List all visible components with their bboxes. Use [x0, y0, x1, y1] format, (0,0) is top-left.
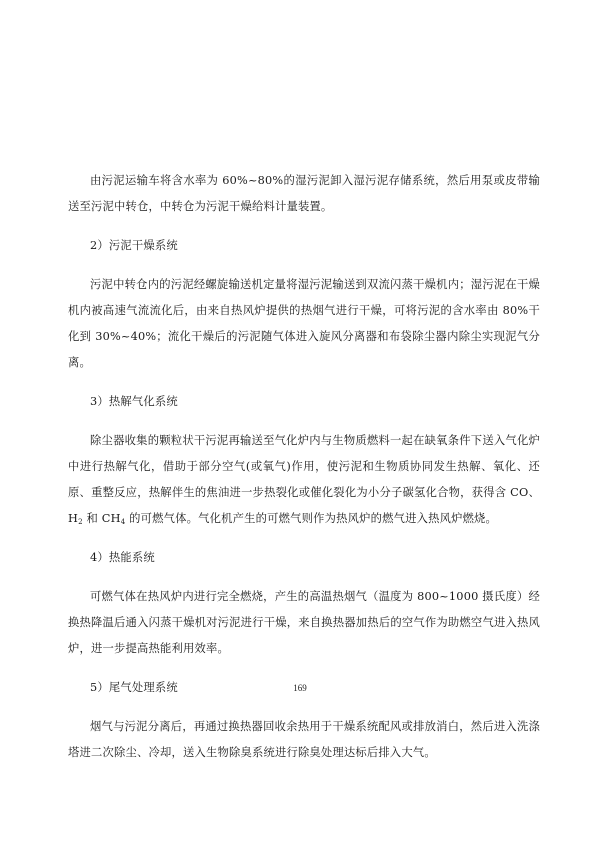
gasification-text-part-1: 除尘器收集的颗粒状干污泥再输送至气化炉内与生物质燃料一起在缺氧条件下送入气化炉中进行热解气化，借助于部分空气(或氧气)作用，使污泥和生物质协同发生热解、氧化、还原、重整反应，热解伴生的焦油进一步热裂化或催化裂化为小分子碳氢化合物，获得含 CO、H	[68, 434, 540, 525]
paragraph-exhaust-treatment: 烟气与污泥分离后，再通过换热器回收余热用于干燥系统配风或排放消白，然后进入洗涤塔进二次除尘、冷却，送入生物除臭系统进行除臭处理达标后排入大气。	[68, 720, 540, 759]
section-heading-drying-system: 2）污泥干燥系统	[90, 239, 178, 252]
section-heading-thermal-system: 4）热能系统	[90, 551, 155, 564]
gasification-text-part-3: 的可燃气体。气化机产生的可燃气则作为热风炉的燃气进入热风炉燃烧。	[125, 512, 498, 525]
paragraph-sludge-intake: 由污泥运输车将含水率为 60%~80%的湿污泥卸入湿污泥存储系统，然后用泵或皮带输送至污泥中转仓，中转仓为污泥干燥给料计量装置。	[68, 174, 540, 213]
h2-subscript: 2	[78, 518, 83, 526]
section-heading-exhaust-treatment: 5）尾气处理系统	[90, 681, 178, 694]
ch4-subscript: 4	[120, 518, 126, 526]
page-number: 169	[293, 683, 307, 693]
paragraph-gasification-system	[68, 428, 540, 532]
paragraph-thermal-system: 可燃气体在热风炉内进行完全燃烧，产生的高温热烟气（温度为 800~1000 摄氏度）经换热降温后通入闪蒸干燥机对污泥进行干燥，来自换热器加热后的空气作为助燃空气进入热风炉，进一步提高热能利用效率。	[68, 590, 540, 655]
section-heading-gasification-system: 3）热解气化系统	[90, 395, 178, 408]
paragraph-drying-system: 污泥中转仓内的污泥经螺旋输送机定量将湿污泥输送到双流闪蒸干燥机内；湿污泥在干燥机内被高速气流流化后，由来自热风炉提供的热烟气进行干燥，可将污泥的含水率由 80%干化到 30%~40%；流化干燥后的污泥随气体进入旋风分离器和布袋除尘器内除尘实现泥气分离。	[68, 278, 540, 369]
gasification-text-part-2: 和 CH	[82, 512, 121, 525]
